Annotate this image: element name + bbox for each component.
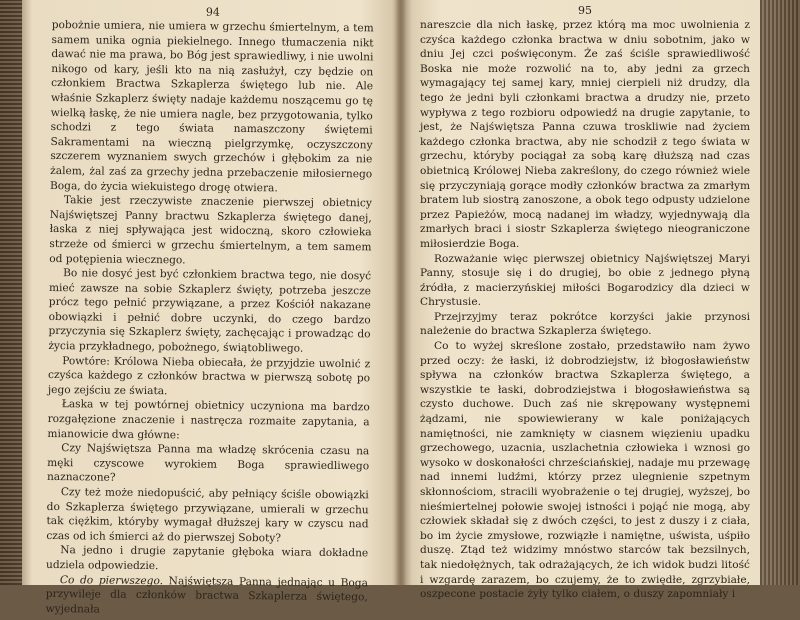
paragraph: Na jedno i drugie zapytanie głęboka wiara dokładne udziela odpowiedzie. [46,544,369,573]
left-page [45,0,374,616]
page-edges-left [0,0,22,585]
paragraph: Takie jest rzeczywiste znaczenie pierwszej obietnicy Najświętszej Panny bractwu Szkaplerza świętego danej, łaska z niej spływająca jest widoczną, skoro człowieka strzeże od śmierci w grzechu śmiertelnym, a tem samem od potępienia wiecznego. [49,194,372,266]
paragraph: Bo nie dosyć jest być członkiem bractwa tego, nie dosyć mieć zawsze na sobie Szkaplerz święty, potrzeba jeszcze prócz tego pełnić przywiązane, a przez Kościół nakazane obowiązki i pełnić dobre uczynki, do czego bardzo przyczynia się Szkaplerz święty, zachęcając i prowadząc do życia przykładnego, pobożnego, świątobliwego. [48,267,372,355]
paragraph: pobożnie umiera, nie umiera w grzechu śmiertelnym, a tem samem unika ognia piekielnego. Innego tłumaczenia nikt dawać nie ma prawa, bo Bóg jest sprawiedliwy, i nie uwolni nikogo od kary, jeśli kto na nią zasłużył, czy będzie on członkiem Bractwa Szkaplerza świętego lub nie. Ale właśnie Szkaplerz święty nadaje każdemu noszącemu go tę wielką łaskę, że nie umiera nagle, bez przygotowania, tylko schodzi z tego świata namaszczony świętemi Sakramentami na wieczną pielgrzymkę, oczyszczony szczerem wyznaniem swych grzechów i głębokim za nie żalem, żal zaś za grzechy jedna przebaczenie miłosiernego Boga, do życia wiekuistego drogę otwiera. [49,18,374,194]
paragraph: Rozważanie więc pierwszej obietnicy Najświętszej Maryi Panny, stosuje się i do drugiej, bo obie z jednego płyną źródła, z macierzyńskiej miłości Bogarodzicy dla dzieci w Chrystusie. [420,252,750,309]
left-page-text [46,18,374,620]
right-page [420,0,750,601]
italic-lead: Co do pierwszego. [59,573,164,587]
book-gutter [392,0,412,585]
paragraph: nareszcie dla nich łaskę, przez którą ma moc uwolnienia z czyśca każdego członka bractwa w dniu sobotnim, jako w dniu Jej czci poświęconym. Że zaś ściśle sprawiedliwość Boska nie może rozwolić na to, aby jedni za grzech wymagający tej samej kary, mniej cierpieli niż drudzy, dla tego że jedni byli członkami bractwa a drudzy nie, przeto wypływa z tego rozbioru odpowiedź na drugie zapytanie, to jest, że Najświętsza Panna czuwa troskliwie nad życiem każdego członka bractwa, aby nie schodził z tego świata w grzechu, któryby pociągał za sobą karę dłuższą nad czas obietnicą Królowej Nieba zakreślony, do czego również wiele się przyczyniają gorące modły członków bractwa za zmarłym bratem lub siostrą zanoszone, a obok tego odpusty udzielone przez Papieżów, mocą nadanej im władzy, wyjednywają dla zmarłych braci i siostr Szkaplerza świętego nieograniczone miłosierdzie Boga. [420,19,750,250]
paragraph: Czy też może niedopuścić, aby pełniący ściśle obowiązki do Szkaplerza świętego przywiązane, umierali w grzechu tak ciężkim, któryby wymagał dłuższej kary w czyscu nad czas od ich śmierci aż do pierwszej Soboty? [46,486,369,545]
paragraph: Powtóre: Królowa Nieba obiecała, że przyjdzie uwolnić z czyśca każdego z członków bractwa w pierwszą sobotę po jego zejściu ze świata. [47,354,371,398]
paragraph: Przejrzyjmy teraz pokrótce korzyści jakie przynosi należenie do bractwa Szkaplerza świętego. [420,310,750,338]
paragraph: Łaska w tej powtórnej obietnicy uczyniona ma bardzo rozgałęzione znaczenie i nastręcza rozmaite zapytania, a mianowicie dwa główne: [47,398,370,441]
right-page-text [420,18,750,602]
page-number-left: 94 [205,5,220,19]
paragraph-with-lead [46,573,368,620]
page-edges-right [760,0,800,585]
paragraph: Co to wyżej skreślone zostało, przedstawiło nam żywo przed oczy: że łaski, iż dobrodziejstw, iż błogosławieństw spływa na członków bractwa Szkaplerza świętego, a wszystkie te łaski, dobrodziejstwa i błogosławieństwa są czysto duchowe. Duch zaś nie skrępowany występnemi żądzami, nie spowiewierany w kale poniżających namiętności, nie zamknięty w ciasnem więzieniu upadku grzechowego, uzacnia, uszlachetnia człowieka i wznosi go wysoko w doskonałości chrześciańskiej, nadaje mu przewagę nad innemi ludźmi, którzy przez ulegnienie szpetnym skłonnościom, stracili wyobrażenie o tej drugiej, wyższej, bo nieśmiertelnej połowie swojej istności i pojąć nie mogą, aby człowiek składał się z dwóch części, to jest z duszy i z ciała, bo im życie zmysłowe, rozwiązłe i namiętne, uśwista, uśpiło duszę. Ztąd też widzimy mnóstwo starców tak bezsilnych, tak niedołężnych, tak odrażających, że ich widok budzi litość i wzgardę zarazem, bo czujemy, że to zwiędłe, zgrzybiałe, oszpecone postacie żyły tylko ciałem, o duszy zapomniały i [420,340,750,601]
paragraph-body: Najświętsza Panna jednając u Boga przywileje dla członków bractwa Szkaplerza świętego, wyjednała [45,574,368,616]
page-number-right: 95 [578,4,592,17]
paragraph: Czy Najświętsza Panna ma władzę skrócenia czasu na męki czyscowe wyrokiem Boga sprawiedliwego naznaczone? [46,442,370,485]
